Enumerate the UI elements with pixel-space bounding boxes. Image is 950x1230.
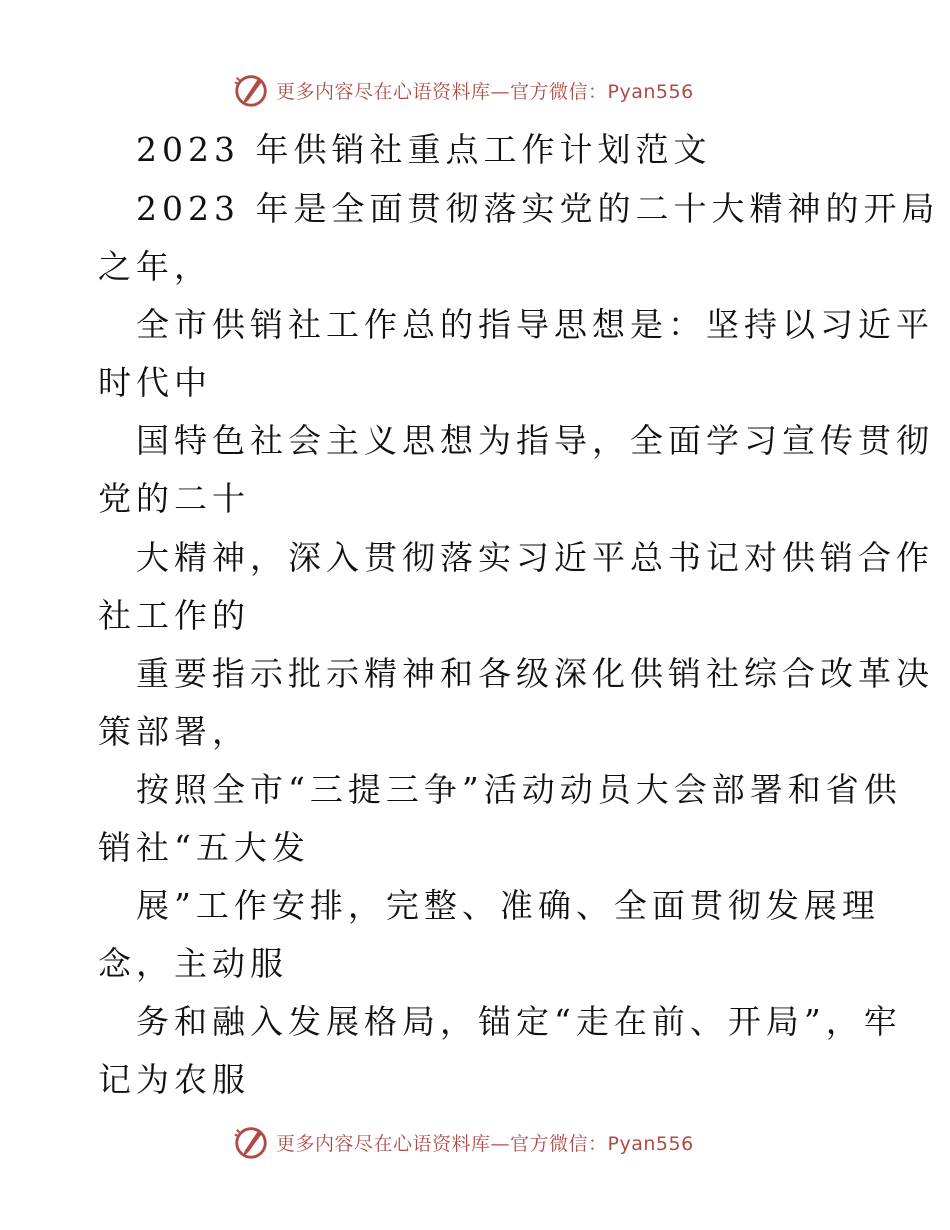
watermark-wechat-id: Pyan556: [607, 1132, 694, 1155]
document-title: 2023 年供销社重点工作计划范文: [136, 130, 712, 169]
paragraph-line: 大精神，深入贯彻落实习近平总书记对供销合作: [136, 538, 934, 577]
paragraph-line: 按照全市“三提三争”活动动员大会部署和省供: [136, 770, 902, 809]
watermark-text: [276, 77, 694, 104]
paragraph-line: 社工作的: [98, 596, 250, 635]
paragraph-line: 国特色社会主义思想为指导，全面学习宣传贯彻: [136, 421, 934, 460]
paragraph-line: 务和融入发展格局，锚定“走在前、开局”，牢: [136, 1002, 902, 1041]
watermark-wechat-id: Pyan556: [607, 80, 694, 103]
watermark-text: [276, 1129, 694, 1156]
paragraph-line: 重要指示批示精神和各级深化供销社综合改革决: [136, 654, 934, 693]
paragraph-line: 之年，: [98, 247, 212, 286]
watermark-banner-top: [232, 70, 694, 110]
watermark-main-text: 更多内容尽在心语资料库—官方微信：: [276, 1132, 608, 1155]
paragraph-line: 策部署，: [98, 712, 250, 751]
watermark-main-text: 更多内容尽在心语资料库—官方微信：: [276, 80, 608, 103]
paragraph-line: 2023 年是全面贯彻落实党的二十大精神的开局: [136, 189, 940, 228]
paragraph-line: 展”工作安排，完整、准确、全面贯彻发展理: [136, 886, 880, 925]
quill-pen-seal-icon: [232, 1123, 270, 1161]
paragraph-line: 记为农服: [98, 1060, 250, 1099]
paragraph-line: 党的二十: [98, 479, 250, 518]
paragraph-line: 销社“五大发: [98, 828, 310, 867]
paragraph-line: 全市供销社工作总的指导思想是：坚持以习近平: [136, 305, 934, 344]
quill-pen-seal-icon: [232, 71, 270, 109]
watermark-banner-bottom: [232, 1122, 694, 1162]
paragraph-line: 念，主动服: [98, 944, 288, 983]
paragraph-line: 时代中: [98, 363, 212, 402]
